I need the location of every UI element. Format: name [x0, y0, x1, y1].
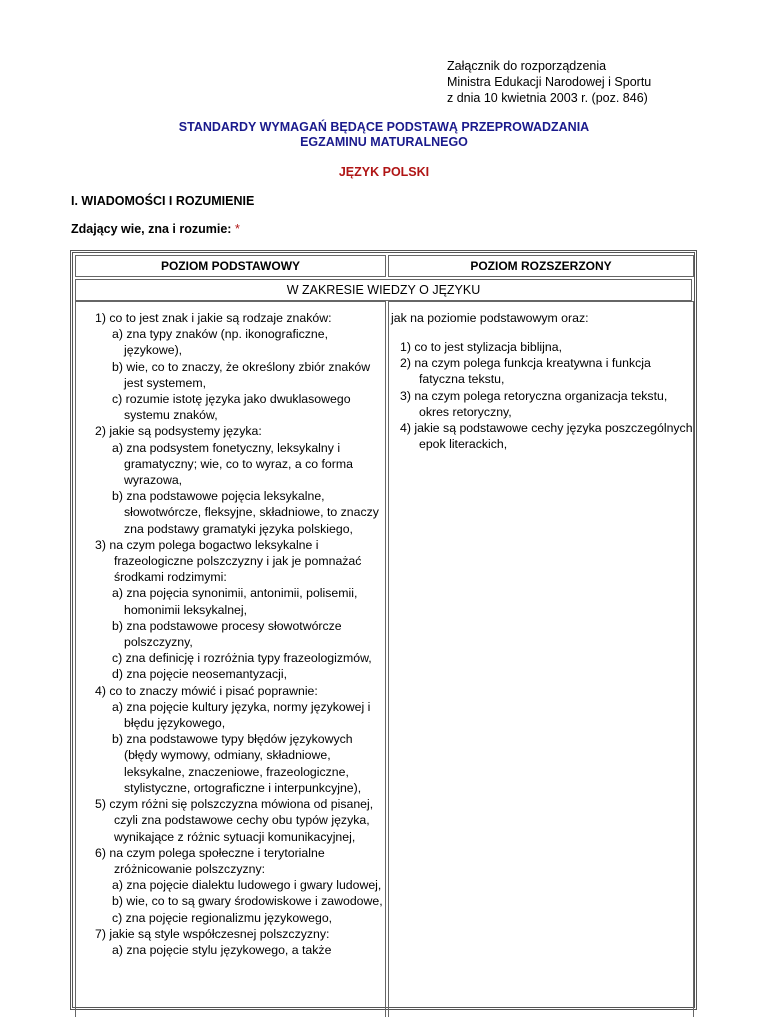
column-header-basic: POZIOM PODSTAWOWY	[75, 255, 386, 277]
list-item: 5) czym różni się polszczyzna mówiona od pisanej, czyli zna podstawowe cechy obu typów języka, wynikające z różnic sytuacji komunikacyjnej,	[95, 797, 374, 844]
basic-level-cell	[75, 301, 386, 1017]
basic-level-list	[76, 302, 385, 958]
list-item: 2) jakie są podsystemy języka:	[95, 424, 262, 439]
list-item: 7) jakie są style współczesnej polszczyzny:	[95, 926, 330, 941]
sub-list-item: c) rozumie istotę języka jako dwuklasowego systemu znaków,	[112, 392, 351, 423]
header-line: z dnia 10 kwietnia 2003 r. (poz. 846)	[447, 91, 648, 105]
intro-text: Zdający wie, zna i rozumie:	[71, 222, 232, 236]
sub-list-item: c) zna pojęcie regionalizmu językowego,	[112, 910, 333, 925]
header-line: Załącznik do rozporządzenia	[447, 59, 607, 73]
document-title	[0, 120, 768, 150]
list-item: 4) jakie są podstawowe cechy języka poszczególnych epok literackich,	[400, 421, 693, 452]
intro-line	[71, 222, 240, 236]
header-line: Ministra Edukacji Narodowej i Sportu	[447, 75, 652, 89]
sub-list-item: c) zna definicję i rozróżnia typy frazeologizmów,	[112, 651, 372, 666]
column-header-extended: POZIOM ROZSZERZONY	[388, 255, 694, 277]
section-heading: I. WIADOMOŚCI I ROZUMIENIE	[71, 194, 255, 208]
sub-list-item: b) wie, co to znaczy, że określony zbiór znaków jest systemem,	[112, 359, 371, 390]
footnote-star: *	[234, 222, 240, 236]
extended-level-list	[389, 326, 693, 452]
title-line: EGZAMINU MATURALNEGO	[300, 135, 468, 149]
sub-list-item: a) zna pojęcie kultury języka, normy językowej i błędu językowego,	[112, 699, 371, 731]
list-item: 4) co to znaczy mówić i pisać poprawnie:	[95, 683, 318, 698]
sub-list-item: a) zna podsystem fonetyczny, leksykalny i gramatyczny; wie, co to wyraz, a co forma wyrazowa,	[112, 440, 353, 488]
sub-list-item: a) zna pojęcie dialektu ludowego i gwary ludowej,	[112, 878, 382, 893]
sub-list-item: b) wie, co to są gwary środowiskowe i zawodowe,	[112, 894, 383, 909]
sub-list-item: b) zna podstawowe typy błędów językowych (błędy wymowy, odmiany, składniowe, leksykalne, znaczeniowe, frazeologiczne, stylistyczne, ortograficzne i interpunkcyjne),	[112, 732, 362, 795]
sub-list-item: a) zna typy znaków (np. ikonograficzne, językowe),	[112, 327, 328, 358]
title-line: STANDARDY WYMAGAŃ BĘDĄCE PODSTAWĄ PRZEPROWADZANIA	[178, 120, 590, 134]
subject-heading: JĘZYK POLSKI	[338, 165, 430, 179]
sub-list-item: b) zna podstawowe procesy słowotwórcze polszczyzny,	[112, 618, 342, 650]
sub-list-item: b) zna podstawowe pojęcia leksykalne, słowotwórcze, fleksyjne, składniowe, to znaczy zna podstawy gramatyki języka polskiego,	[112, 489, 379, 536]
list-item: 2) na czym polega funkcja kreatywna i funkcja fatyczna tekstu,	[400, 356, 651, 387]
attachment-header	[447, 58, 651, 106]
sub-list-item: d) zna pojęcie neosemantyzacji,	[112, 667, 287, 682]
list-item: 3) na czym polega retoryczna organizacja tekstu, okres retoryczny,	[400, 388, 668, 419]
list-item: 1) co to jest stylizacja biblijna,	[400, 340, 562, 354]
standards-table	[70, 250, 697, 1010]
extended-lead: jak na poziomie podstawowym oraz:	[391, 311, 589, 325]
list-item: 1) co to jest znak i jakie są rodzaje znaków:	[95, 311, 332, 325]
table-header-row	[75, 255, 692, 277]
sub-list-item: a) zna pojęcie stylu językowego, a także	[112, 942, 332, 957]
list-item: 3) na czym polega bogactwo leksykalne i frazeologiczne polszczyzny i jak je pomnażać środkami rodzimymi:	[95, 537, 362, 585]
section-span-row: W ZAKRESIE WIEDZY O JĘZYKU	[75, 279, 692, 301]
extended-level-cell	[388, 301, 694, 1017]
sub-list-item: a) zna pojęcia synonimii, antonimii, polisemii, homonimii leksykalnej,	[112, 586, 358, 617]
list-item: 6) na czym polega społeczne i terytorialne zróżnicowanie polszczyzny:	[95, 845, 325, 876]
